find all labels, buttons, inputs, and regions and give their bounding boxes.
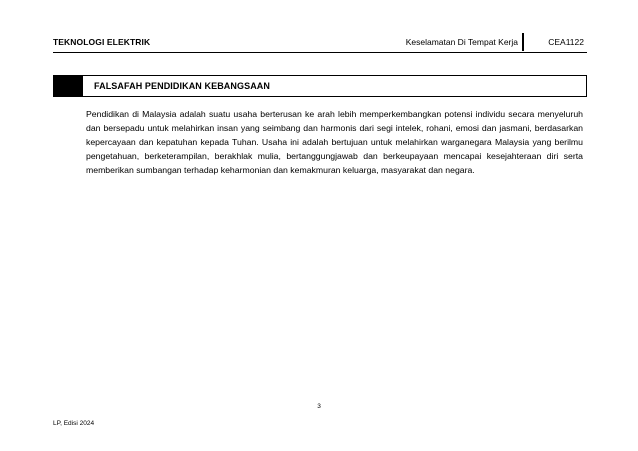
course-code: CEA1122 — [548, 37, 584, 47]
section-marker-block — [54, 76, 83, 96]
section-title: FALSAFAH PENDIDIKAN KEBANGSAAN — [94, 81, 271, 91]
page-number: 3 — [317, 403, 321, 410]
page-header — [53, 34, 586, 54]
subject-title: Keselamatan Di Tempat Kerja — [405, 37, 518, 47]
body-paragraph: Pendidikan di Malaysia adalah suatu usaha berterusan ke arah lebih memperkembangkan potensi individu secara menyeluruh dan bersepadu untuk melahirkan insan yang seimbang dan harmonis dari segi intelek, rohani, emosi dan jasmani, berdasarkan kepercayaan dan kepatuhan kepada Tuhan. Usaha ini adalah bertujuan untuk melahirkan warganegara Malaysia yang berilmu pengetahuan, berketerampilan, berakhlak mulia, bertanggungjawab dan berkeupayaan mencapai kesejahteraan diri serta memberikan sumbangan terhadap keharmonian dan kemakmuran keluarga, masyarakat dan negara. — [86, 109, 583, 176]
header-rule — [53, 52, 587, 53]
section-heading-bar — [53, 75, 587, 97]
edition-label: LP, Edisi 2024 — [53, 420, 95, 427]
header-separator — [522, 33, 524, 51]
course-title: TEKNOLOGI ELEKTRIK — [53, 37, 151, 47]
